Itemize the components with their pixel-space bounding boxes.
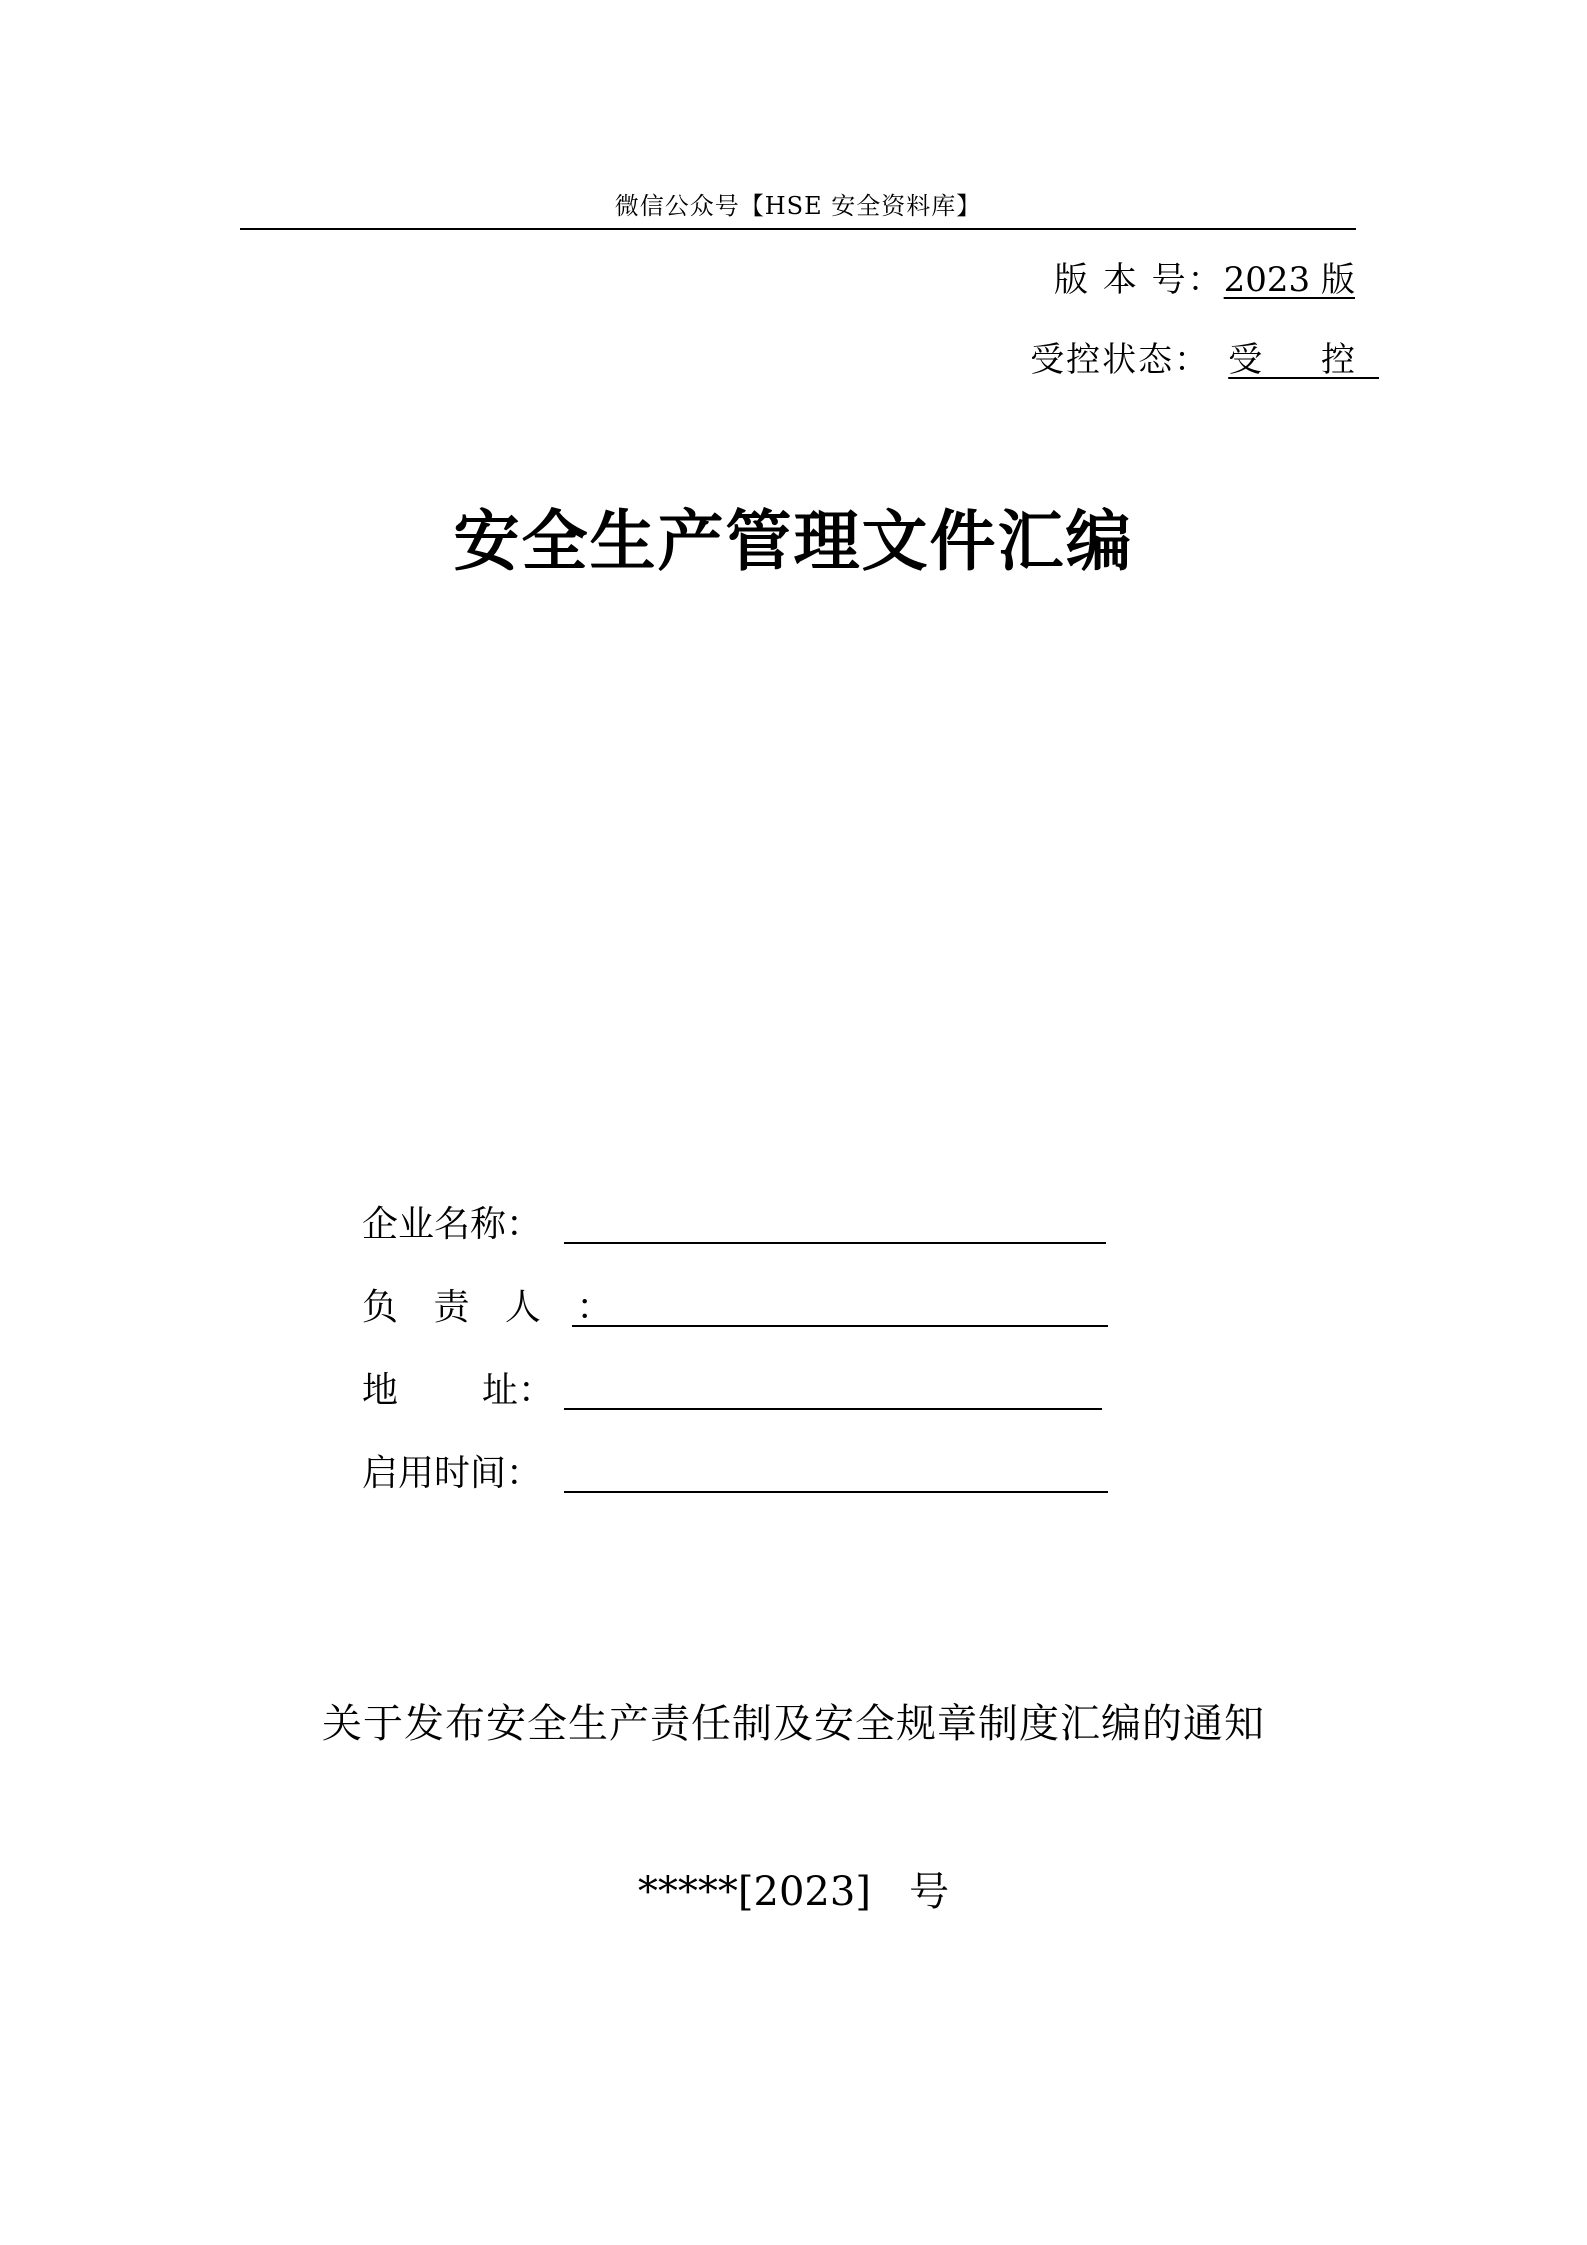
address-field bbox=[362, 1362, 1102, 1416]
start-date-blank bbox=[564, 1491, 1108, 1493]
start-date-field bbox=[362, 1445, 1108, 1499]
responsible-person-label: 负 责 人 ： bbox=[362, 1287, 625, 1328]
control-status-line bbox=[1030, 338, 1379, 382]
document-title: 安全生产管理文件汇编 bbox=[453, 503, 1134, 580]
responsible-person-blank bbox=[572, 1325, 1108, 1327]
start-date-label: 启用时间： bbox=[362, 1453, 543, 1494]
address-blank bbox=[564, 1408, 1102, 1410]
notice-number: *****[2023] 号 bbox=[637, 1869, 950, 1915]
company-name-field bbox=[362, 1196, 1106, 1250]
version-label: 版 本 号： bbox=[1054, 260, 1224, 300]
version-line bbox=[1054, 258, 1355, 302]
company-name-blank bbox=[564, 1242, 1106, 1244]
control-status-label: 受控状态： bbox=[1030, 340, 1211, 380]
notice-title: 关于发布安全生产责任制及安全规章制度汇编的通知 bbox=[322, 1701, 1265, 1747]
responsible-person-field bbox=[362, 1279, 1108, 1333]
page-header: 微信公众号【HSE 安全资料库】 bbox=[614, 192, 982, 220]
control-status-value: 受 控 bbox=[1228, 340, 1379, 380]
address-label-first: 地 bbox=[362, 1370, 399, 1411]
header-divider bbox=[240, 228, 1356, 230]
address-label-second: 址： bbox=[481, 1370, 554, 1411]
company-name-label: 企业名称： bbox=[362, 1204, 543, 1245]
version-value: 2023 版 bbox=[1223, 260, 1355, 300]
address-label bbox=[362, 1366, 554, 1416]
